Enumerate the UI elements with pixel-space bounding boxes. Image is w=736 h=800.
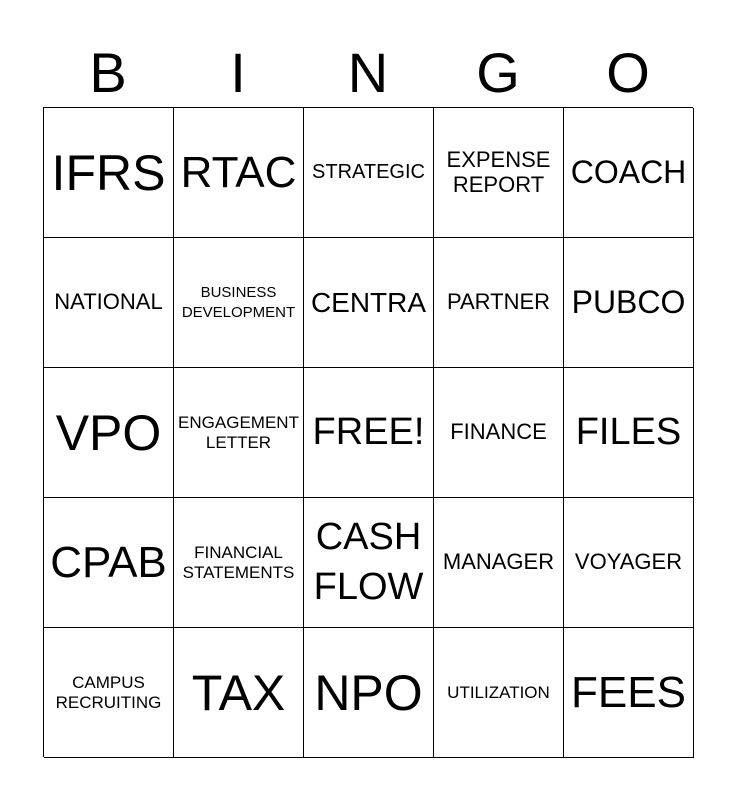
header-letter-o: O bbox=[606, 41, 650, 104]
bingo-board bbox=[43, 107, 693, 757]
bingo-cell-r1-c1[interactable] bbox=[44, 108, 174, 238]
cell-label: EXPENSE REPORT bbox=[446, 146, 551, 197]
cell-label: FINANCE bbox=[450, 419, 547, 445]
cell-label: CASH FLOW bbox=[313, 516, 424, 608]
cell-label: CAMPUS RECRUITING bbox=[55, 673, 162, 712]
bingo-cell-r4-c4[interactable] bbox=[434, 498, 564, 628]
bingo-cell-r1-c4[interactable] bbox=[434, 108, 564, 238]
bingo-cell-r3-c1[interactable] bbox=[44, 368, 174, 498]
bingo-header bbox=[43, 40, 693, 106]
cell-label: FILES bbox=[575, 410, 682, 453]
bingo-cell-r5-c5[interactable] bbox=[564, 628, 694, 758]
header-letter-g: G bbox=[476, 41, 520, 104]
bingo-cell-r5-c1[interactable] bbox=[44, 628, 174, 758]
bingo-cell-r3-c3[interactable] bbox=[304, 368, 434, 498]
cell-label: ENGAGEMENT LETTER bbox=[178, 413, 299, 452]
cell-label: PUBCO bbox=[571, 283, 686, 320]
bingo-cell-r1-c2[interactable] bbox=[174, 108, 304, 238]
cell-label: TAX bbox=[191, 664, 286, 721]
bingo-cell-r2-c4[interactable] bbox=[434, 238, 564, 368]
bingo-cell-r3-c5[interactable] bbox=[564, 368, 694, 498]
bingo-cell-r2-c2[interactable] bbox=[174, 238, 304, 368]
bingo-cell-r3-c4[interactable] bbox=[434, 368, 564, 498]
cell-label: FREE! bbox=[312, 410, 425, 453]
cell-label: CENTRA bbox=[310, 286, 427, 318]
cell-label: RTAC bbox=[180, 147, 297, 197]
cell-label: NATIONAL bbox=[54, 289, 163, 315]
cell-label: PARTNER bbox=[446, 289, 551, 315]
cell-label: FEES bbox=[571, 667, 686, 717]
bingo-cell-r5-c2[interactable] bbox=[174, 628, 304, 758]
cell-label: CPAB bbox=[50, 537, 167, 587]
bingo-cell-r4-c2[interactable] bbox=[174, 498, 304, 628]
bingo-cell-r5-c3[interactable] bbox=[304, 628, 434, 758]
cell-label: IFRS bbox=[51, 144, 166, 201]
bingo-cell-r2-c5[interactable] bbox=[564, 238, 694, 368]
header-letter-n: N bbox=[347, 41, 389, 104]
cell-label: FINANCIAL STATEMENTS bbox=[182, 543, 295, 582]
cell-label: VPO bbox=[55, 404, 162, 461]
bingo-cell-r4-c5[interactable] bbox=[564, 498, 694, 628]
bingo-cell-r1-c3[interactable] bbox=[304, 108, 434, 238]
bingo-cell-r1-c5[interactable] bbox=[564, 108, 694, 238]
bingo-cell-r2-c3[interactable] bbox=[304, 238, 434, 368]
bingo-cell-r4-c3[interactable] bbox=[304, 498, 434, 628]
cell-label: MANAGER bbox=[442, 549, 555, 575]
cell-label: STRATEGIC bbox=[312, 161, 425, 184]
header-letter-i: I bbox=[230, 41, 246, 104]
bingo-cell-r4-c1[interactable] bbox=[44, 498, 174, 628]
cell-label: VOYAGER bbox=[574, 549, 683, 575]
cell-label: UTILIZATION bbox=[447, 682, 550, 702]
bingo-cell-r5-c4[interactable] bbox=[434, 628, 564, 758]
cell-label: COACH bbox=[570, 153, 687, 190]
cell-label: BUSINESS DEVELOPMENT bbox=[181, 284, 296, 321]
bingo-cell-r2-c1[interactable] bbox=[44, 238, 174, 368]
bingo-cell-r3-c2[interactable] bbox=[174, 368, 304, 498]
header-letter-b: B bbox=[89, 41, 127, 104]
cell-label: NPO bbox=[314, 664, 423, 721]
